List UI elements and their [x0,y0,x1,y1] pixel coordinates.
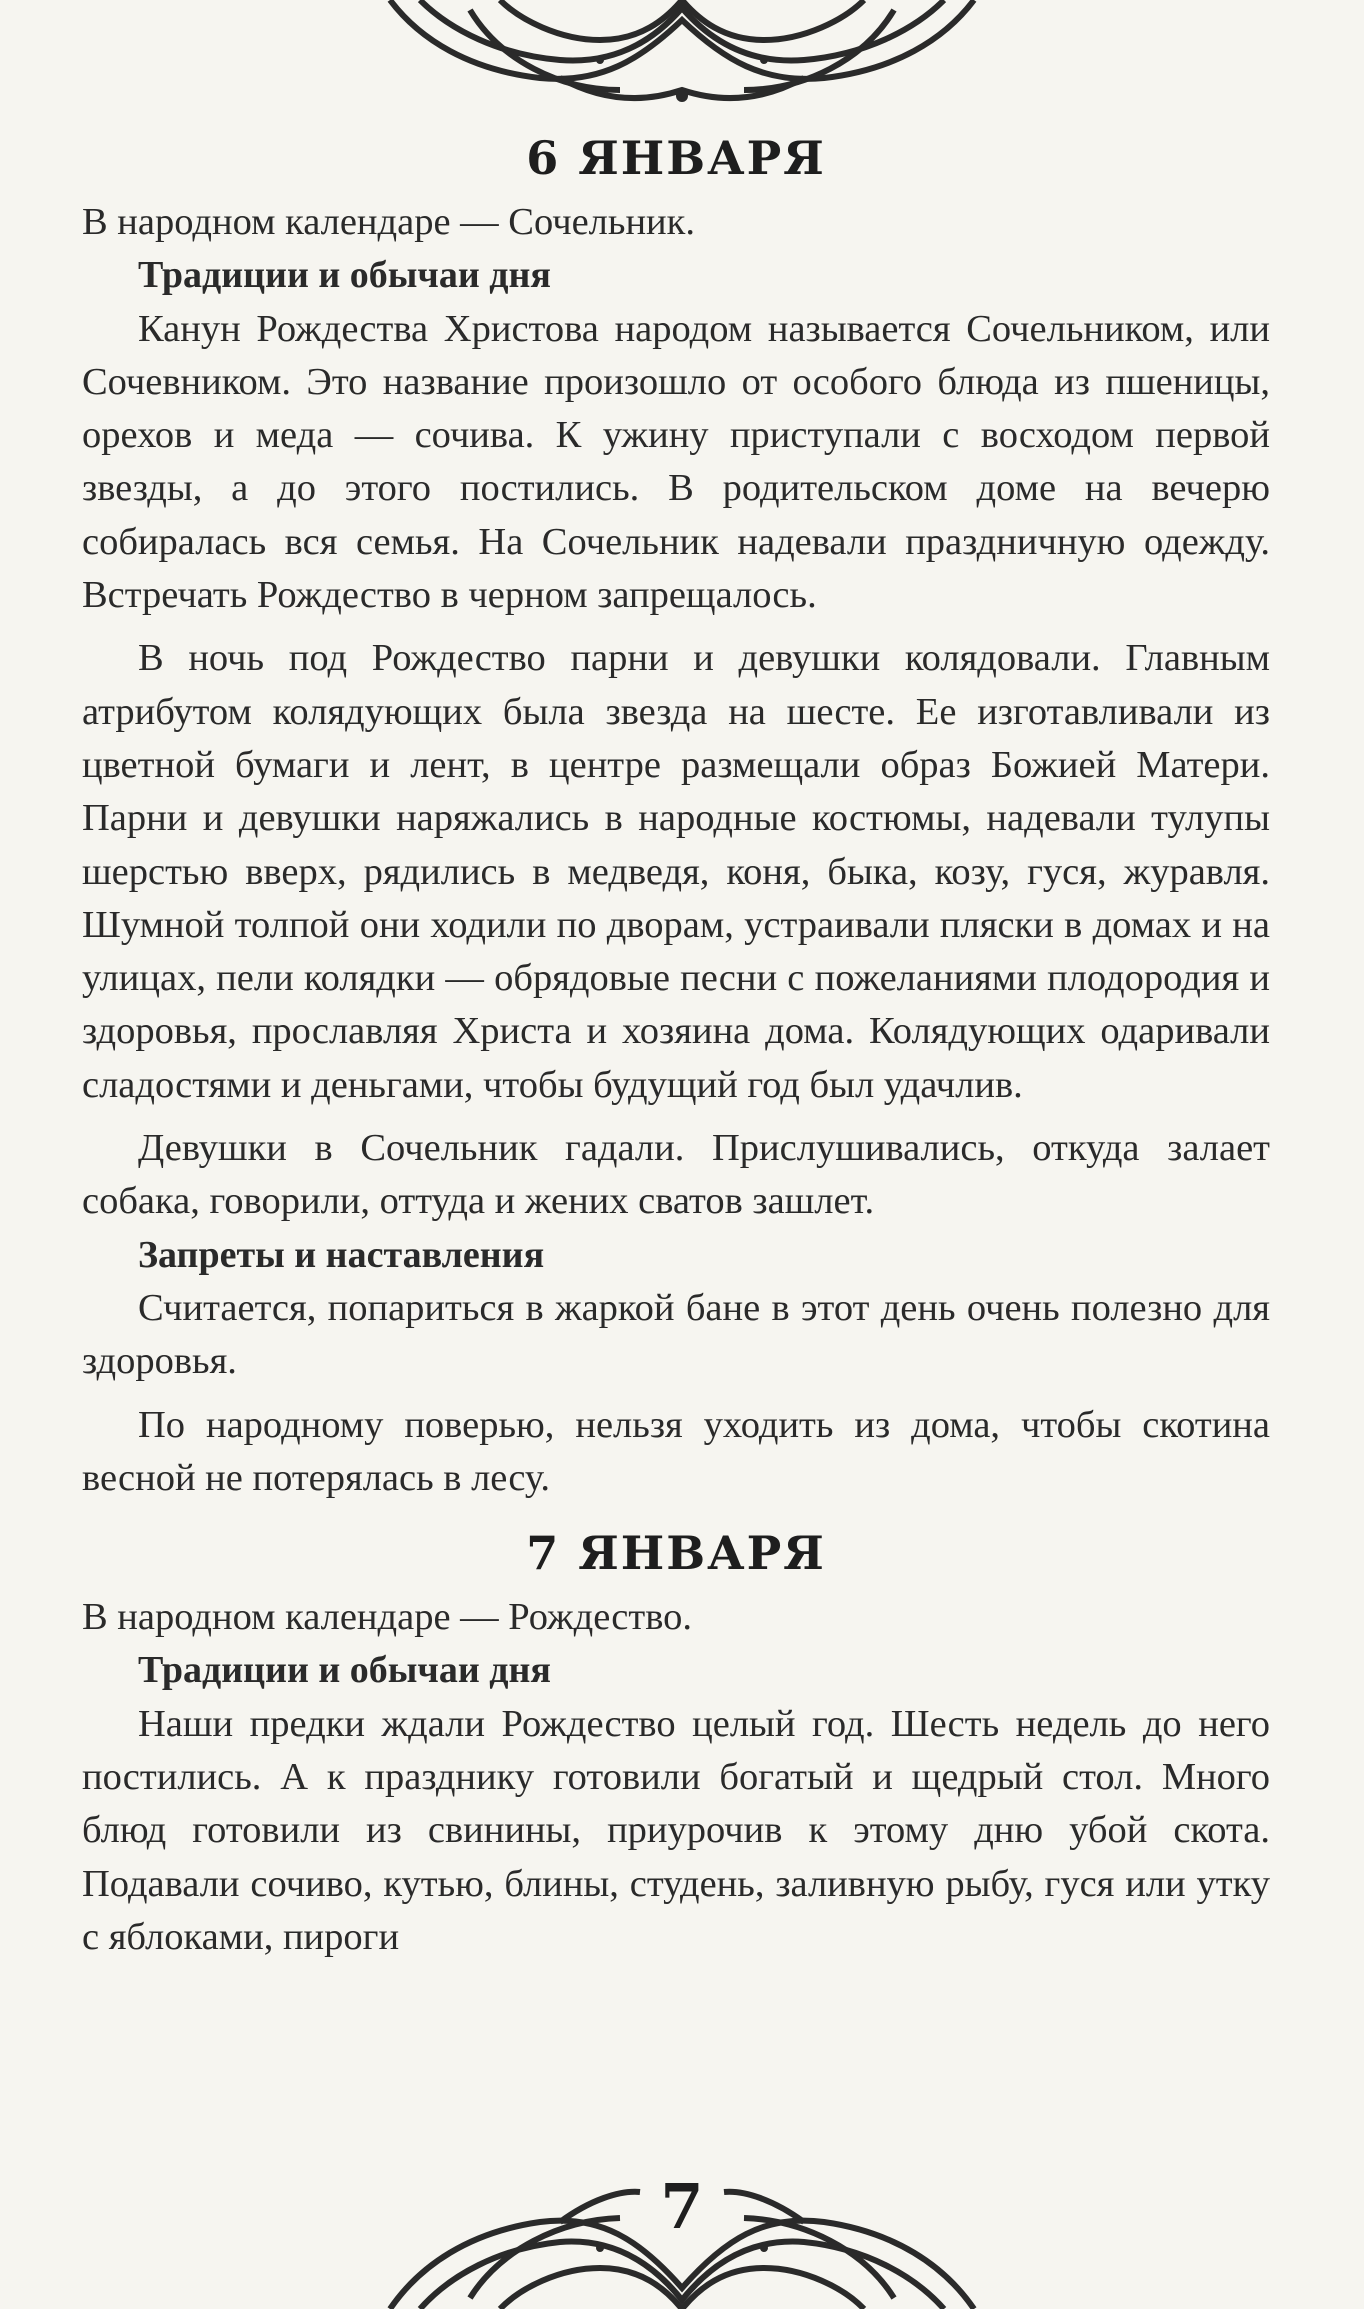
traditions-heading: Традиции и обычаи дня [138,254,551,297]
paragraph: Считается, попариться в жаркой бане в этот день очень полезно для здоровья. [82,1286,1270,1383]
traditions-heading: Традиции и обычаи дня [138,1649,551,1692]
day-heading-7-january: 7 ЯНВАРЯ [526,1526,826,1581]
paragraph: Девушки в Сочельник гадали. Прислушивались, откуда залает собака, говорили, оттуда и жених сватов зашлет. [82,1127,1270,1223]
day-heading-6-january: 6 ЯНВАРЯ [526,131,826,185]
page-number: 7 [660,2170,704,2243]
page-content [82,128,1270,1964]
paragraph: В ночь под Рождество парни и девушки колядовали. Главным атрибутом колядующих была звезда на шесте. Ее изготавливали из цветной бумаги и лент, в центре размещали образ Божией Матери. Парни и девушки наряжались в народные костюмы, надевали тулупы шерстью вверх, рядились в медведя, коня, быка, козу, гуся, журавля. Шумной толпой они ходили по дворам, устраивали пляски в домах и на улицах, пели колядки — обрядовые песни с пожеланиями плодородия и здоровья, прославляя Христа и хозяина дома. Колядующих одаривали сладостями и деньгами, чтобы будущий год был удачлив. [82,637,1270,1106]
top-ornament-icon [0,0,1364,110]
prohibitions-heading: Запреты и наставления [138,1233,545,1276]
paragraph: Наши предки ждали Рождество целый год. Шесть недель до него постились. А к празднику готовили богатый и щедрый стол. Много блюд готовили из свинины, приурочив к этому дню убой скота. Подавали сочиво, кутью, блины, студень, заливную рыбу, гуся или утку с яблоками, пироги [82,1702,1270,1958]
paragraph: По народному поверью, нельзя уходить из дома, чтобы скотина весной не потерялась в лесу. [82,1403,1270,1499]
paragraph: Канун Рождества Христова народом называется Сочельником, или Сочевником. Это название произошло от особого блюда из пшеницы, орехов и меда — сочива. К ужину приступали с восходом первой звезды, а до этого постились. В родительском доме на вечерю собиралась вся семья. На Сочельник надевали праздничную одежду. Встречать Рождество в черном запрещалось. [82,307,1270,617]
section-intro: В народном календаре — Сочельник. [82,201,695,243]
section-intro: В народном календаре — Рождество. [82,1596,692,1639]
